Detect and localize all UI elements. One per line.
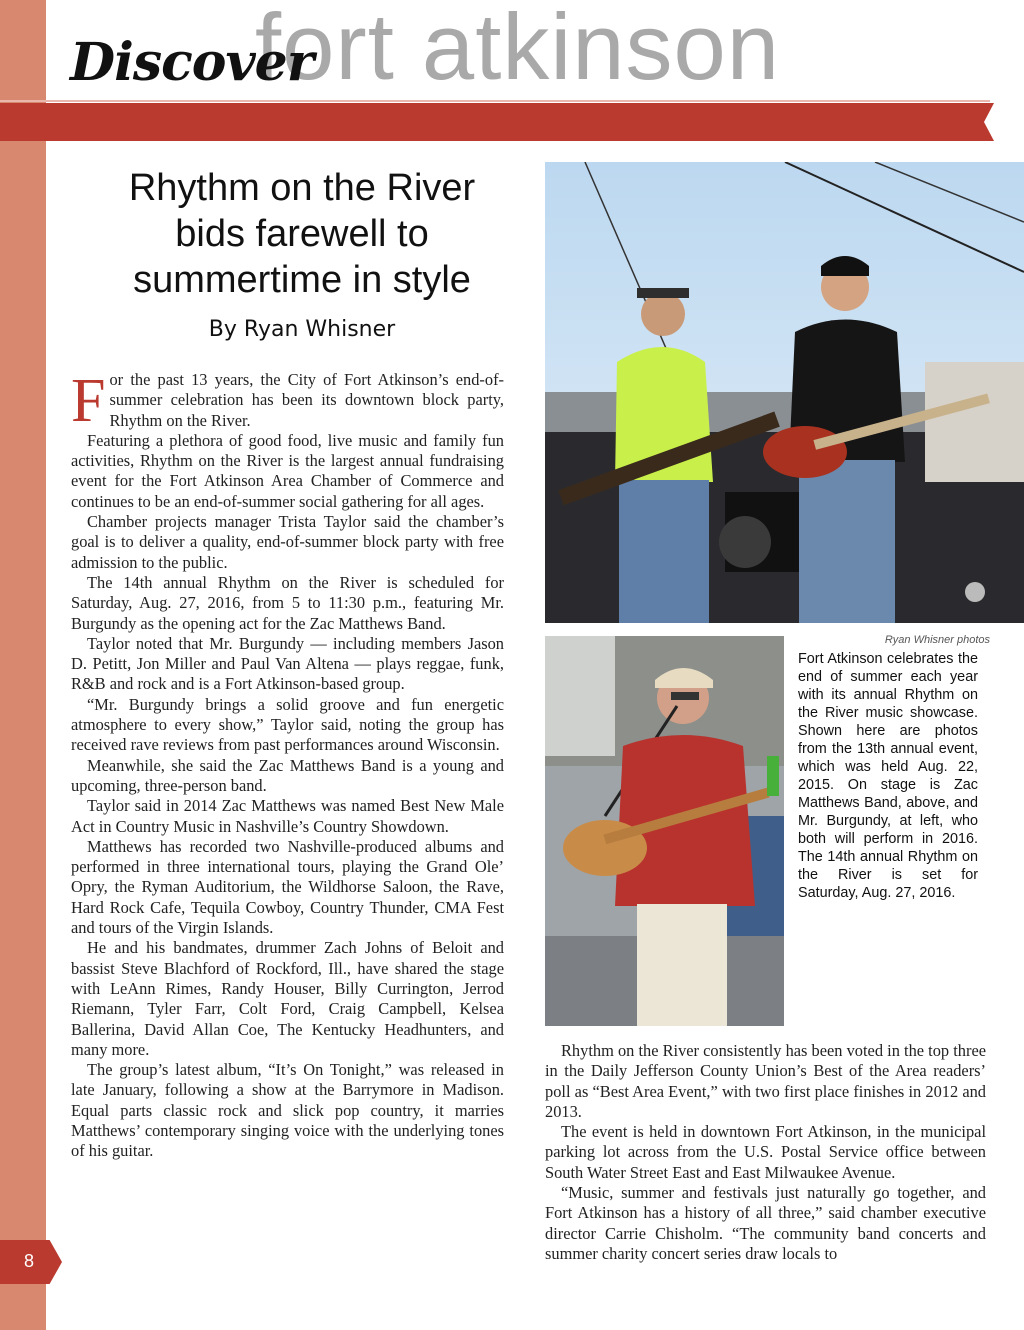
article-paragraph: Meanwhile, she said the Zac Matthews Band is a young and upcoming, three-person band. xyxy=(71,755,504,795)
headline-line: Rhythm on the River xyxy=(128,167,476,209)
photo-credit: Ryan Whisner photos xyxy=(884,634,990,646)
masthead-banner xyxy=(0,103,984,141)
article-paragraph: Taylor said in 2014 Zac Matthews was named Best New Male Act in Country Music in Nashville’s Country Showdown. xyxy=(71,796,504,836)
article-paragraph: Taylor noted that Mr. Burgundy — including members Jason D. Petitt, Jon Miller and Paul Van Altena — plays reggae, funk, R&B and rock and is a Fort Atkinson-based group. xyxy=(71,633,504,694)
photo-zac-matthews-band xyxy=(545,162,1024,623)
left-margin-strip xyxy=(0,0,46,1330)
masthead-script: Discover xyxy=(70,32,314,93)
article-paragraph: “Music, summer and festivals just naturally go together, and Fort Atkinson has a history of all three,” said chamber executive director Carrie Chisholm. “The community band concerts and summer charity concert series draw locals to xyxy=(545,1183,986,1263)
banner-tip xyxy=(984,103,994,141)
article-paragraph: Chamber projects manager Trista Taylor said the chamber’s goal is to deliver a quality, end-of-summer block party with free admission to the public. xyxy=(71,512,504,572)
article-left-column xyxy=(71,367,504,1162)
banner-highlight xyxy=(0,100,990,102)
article-paragraph: Featuring a plethora of good food, live music and family fun activities, Rhythm on the River is the largest annual fundraising event for the Fort Atkinson Area Chamber of Commerce and continues to be an end-of-summer social gathering for all ages. xyxy=(71,430,504,511)
page-number: 8 xyxy=(24,1251,35,1271)
photo-caption: Fort Atkinson celebrates the end of summer each year with its annual Rhythm on the River music showcase. Shown here are photos from the 13th annual event, which was held Aug. 22, 2015. On stage is Zac Matthews Band, above, and Mr. Burgundy, at left, who both will perform in 2016. The 14th annual Rhythm on the River is set for Saturday, Aug. 27, 2016. xyxy=(798,651,978,901)
headline-line: summertime in style xyxy=(133,259,471,301)
byline: By Ryan Whisner xyxy=(208,317,396,342)
article-paragraph: The 14th annual Rhythm on the River is scheduled for Saturday, Aug. 27, 2016, from 5 to 11:30 p.m., featuring Mr. Burgundy as the opening act for the Zac Matthews Band. xyxy=(71,572,504,633)
article-paragraph: Rhythm on the River consistently has been voted in the top three in the Daily Jefferson County Union’s Best of the Area readers’ poll as “Best Area Event,” with two first place finishes in 2012 and 2013. xyxy=(545,1041,986,1121)
article-paragraph: He and his bandmates, drummer Zach Johns of Beloit and bassist Steve Blachford of Rockford, Ill., have shared the stage with LeAnn Rimes, Randy Houser, Billy Currington, Jerrod Riemann, Tyler Farr, Colt Ford, Craig Campbell, Kelsea Ballerina, David Allan Coe, The Kentucky Headhunters, and many more. xyxy=(71,938,504,1059)
paragraph-text: or the past 13 years, the City of Fort Atkinson’s end-of-summer celebration has been its downtown block party, Rhythm on the River. xyxy=(109,370,504,430)
masthead-title: fort atkinson xyxy=(255,0,781,99)
article-paragraph xyxy=(71,367,504,435)
photo-mr-burgundy xyxy=(545,636,784,1026)
headline xyxy=(72,165,532,303)
article-paragraph: The event is held in downtown Fort Atkinson, in the municipal parking lot across from the U.S. Postal Service office between South Water Street East and East Milwaukee Avenue. xyxy=(545,1122,986,1182)
article-paragraph: “Mr. Burgundy brings a solid groove and fun energetic atmosphere to every show,” Taylor said, noting the group has received rave reviews from past performances around Wisconsin. xyxy=(71,694,504,755)
article-right-column xyxy=(545,1041,986,1264)
drop-cap: F xyxy=(71,367,106,435)
headline-line: bids farewell to xyxy=(175,213,429,255)
article-paragraph: The group’s latest album, “It’s On Tonight,” was released in late January, following a show at the Barrymore in Madison. Equal parts classic rock and slick pop country, it marries Matthews’ contemporary singing voice with the underlying tones of his guitar. xyxy=(71,1060,504,1161)
article-paragraph: Matthews has recorded two Nashville-produced albums and performed in three international tours, playing the Grand Ole’ Opry, the Ryman Auditorium, the Wildhorse Saloon, the Rave, Hard Rock Cafe, Tequila Cowboy, Country Thunder, CMA Fest and tours of the Virgin Islands. xyxy=(71,836,504,938)
